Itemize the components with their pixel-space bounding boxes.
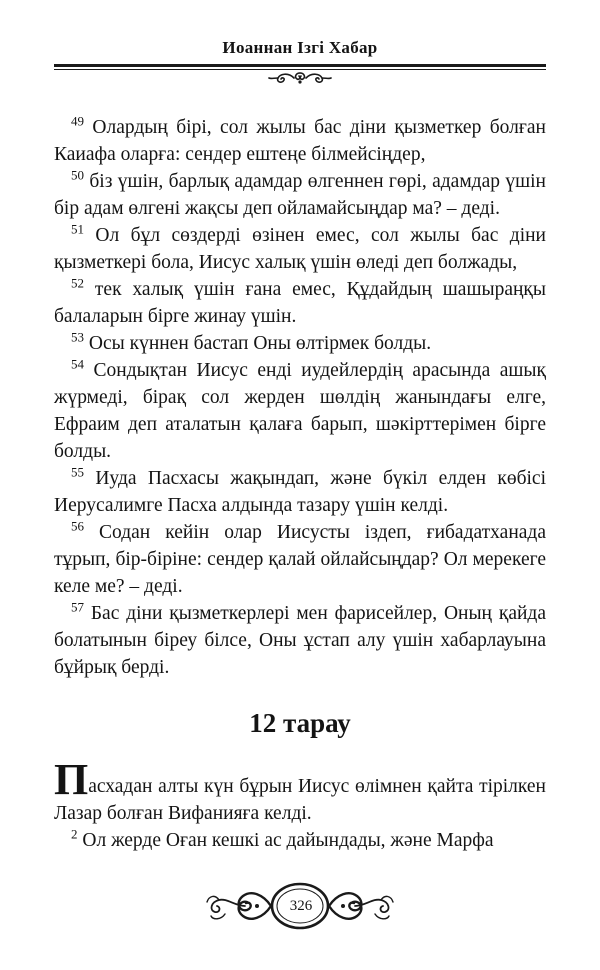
- verse-text: Олардың бірі, сол жылы бас діни қызметкер болған Каиафа оларға: сендер ештеңе білмейсіңдер,: [54, 117, 546, 165]
- verse-number: 51: [71, 221, 84, 237]
- verse-text: Бас діни қызметкерлері мен фарисейлер, Оның қайда болатынын біреу білсе, Оны ұстап алу үшін хабарлауына бұйрық берді.: [54, 603, 546, 678]
- verse-56: [54, 519, 546, 600]
- chapter-heading: 12 тарау: [249, 708, 351, 738]
- verse-text: Ол бұл сөздерді өзінен емес, сол жылы бас діни қызметкері бола, Иисус халық үшін өледі деп болжады,: [54, 225, 546, 273]
- verse-57: [54, 600, 546, 681]
- verse-2: [54, 827, 546, 854]
- verse-number: 54: [71, 356, 84, 372]
- verse-text: Осы күннен бастап Оны өлтірмек болды.: [84, 333, 432, 354]
- drop-cap: П: [54, 755, 89, 804]
- verse-text: Содан кейін олар Иисусты іздеп, ғибадатханада тұрып, бір-біріне: сендер қалай ойлайсыңдар? Ол мерекеге келе ме? – деді.: [54, 522, 546, 597]
- verse-number: 50: [71, 167, 84, 183]
- verse-52: [54, 276, 546, 330]
- verse-number: 52: [71, 275, 84, 291]
- verse-number: 2: [71, 826, 78, 842]
- verse-text: Ол жерде Оған кешкі ас дайындады, және Марфа: [77, 830, 494, 851]
- verse-number: 56: [71, 518, 84, 534]
- verse-50: [54, 168, 546, 222]
- verse-55: [54, 465, 546, 519]
- verse-49: [54, 114, 546, 168]
- verse-number: 57: [71, 599, 84, 615]
- verse-text: Иуда Пасхасы жақындап, және бүкіл елден көбісі Иерусалимге Пасха алдында тазару үшін келді.: [54, 468, 546, 516]
- verse-text: біз үшін, барлық адамдар өлгеннен гөрі, адамдар үшін бір адам өлгені жақсы деп ойламайсыңдар ма? – деді.: [54, 171, 546, 219]
- header-rule-thick: [54, 64, 546, 67]
- verse-51: [54, 222, 546, 276]
- chapter-first-verse: [54, 755, 546, 827]
- verse-text: Сондықтан Иисус енді иудейлердің арасында ашық жүрмеді, бірақ сол жерден шөлдің жанындағы елге, Ефраим деп аталатын қалаға барып, шәкірттерімен бірге болды.: [54, 360, 546, 462]
- verse-number: 53: [71, 329, 84, 345]
- page-number: 326: [289, 898, 313, 914]
- verse-text: асхадан алты күн бұрын Иисус өлімнен қайта тірілкен Лазар болған Вифанияға келді.: [54, 776, 546, 824]
- verse-54: [54, 357, 546, 465]
- verse-number: 49: [71, 113, 84, 129]
- page-body: [54, 114, 546, 854]
- verse-text: тек халық үшін ғана емес, Құдайдың шашыраңқы балаларын бірге жинау үшін.: [54, 279, 546, 327]
- verse-53: [54, 330, 546, 357]
- header-title: Иоаннан Ізгі Хабар: [222, 38, 378, 57]
- header-ornament-icon: [268, 70, 332, 86]
- verse-number: 55: [71, 464, 84, 480]
